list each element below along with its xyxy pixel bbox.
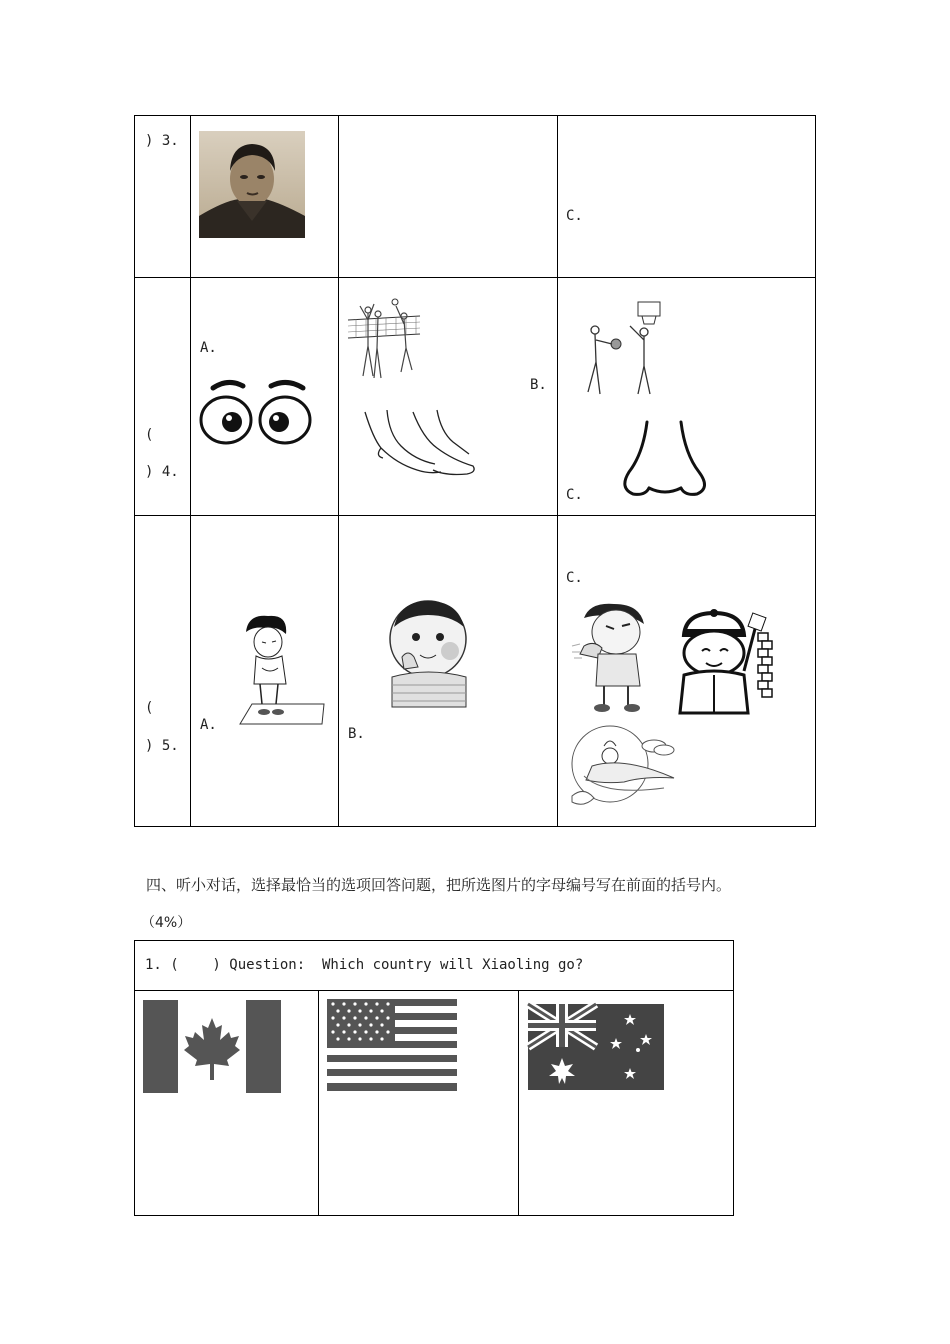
question-number: ) 5. bbox=[145, 738, 179, 754]
option-c-label: C. bbox=[566, 208, 583, 224]
feet-image bbox=[357, 408, 479, 480]
option-c-label: C. bbox=[566, 487, 583, 503]
answer-bracket: ( bbox=[145, 427, 154, 443]
table-col-divider bbox=[557, 115, 558, 827]
moon-festival-girl-image bbox=[564, 726, 682, 812]
nose-image bbox=[619, 420, 714, 500]
table-row-divider bbox=[134, 990, 734, 991]
table-col-divider bbox=[190, 115, 191, 827]
question-number: ) 4. bbox=[145, 464, 179, 480]
option-a-label: A. bbox=[200, 340, 217, 356]
table-row-divider bbox=[134, 515, 816, 516]
eyes-image bbox=[195, 378, 320, 450]
table-border-top bbox=[134, 115, 816, 116]
basketball-image bbox=[582, 300, 662, 398]
table-row-divider bbox=[134, 277, 816, 278]
option-b-label: B. bbox=[530, 377, 547, 393]
table-border-top bbox=[134, 940, 734, 941]
table-border-left bbox=[134, 115, 135, 827]
table-border-bottom bbox=[134, 826, 816, 827]
table-border-bottom bbox=[134, 1215, 734, 1216]
question-text: 1. ( ) Question: Which country will Xiaoling go? bbox=[145, 957, 584, 973]
usa-flag bbox=[327, 999, 457, 1095]
table-col-divider bbox=[338, 115, 339, 827]
table-border-right bbox=[733, 940, 734, 1216]
answer-bracket: ( bbox=[145, 700, 154, 716]
table-col-divider bbox=[318, 990, 319, 1216]
option-c-label: C. bbox=[566, 570, 583, 586]
stomachache-boy-image bbox=[238, 612, 333, 730]
portrait-photo bbox=[199, 131, 305, 238]
section-heading: 四、听小对话，选择最恰当的选项回答问题，把所选图片的字母编号写在前面的括号内。 bbox=[146, 876, 732, 894]
option-b-label: B. bbox=[348, 726, 365, 742]
question-number: ) 3. bbox=[145, 133, 179, 149]
canada-flag bbox=[143, 1000, 281, 1093]
new-year-child-image bbox=[678, 609, 780, 717]
australia-flag bbox=[528, 1004, 664, 1090]
sneezing-boy-image bbox=[570, 602, 652, 714]
volleyball-image bbox=[346, 298, 421, 388]
section-score: （4%） bbox=[141, 915, 192, 931]
table-border-left bbox=[134, 940, 135, 1216]
table-border-right bbox=[815, 115, 816, 827]
table-col-divider bbox=[518, 990, 519, 1216]
option-a-label: A. bbox=[200, 717, 217, 733]
toothache-boy-image bbox=[384, 597, 474, 709]
